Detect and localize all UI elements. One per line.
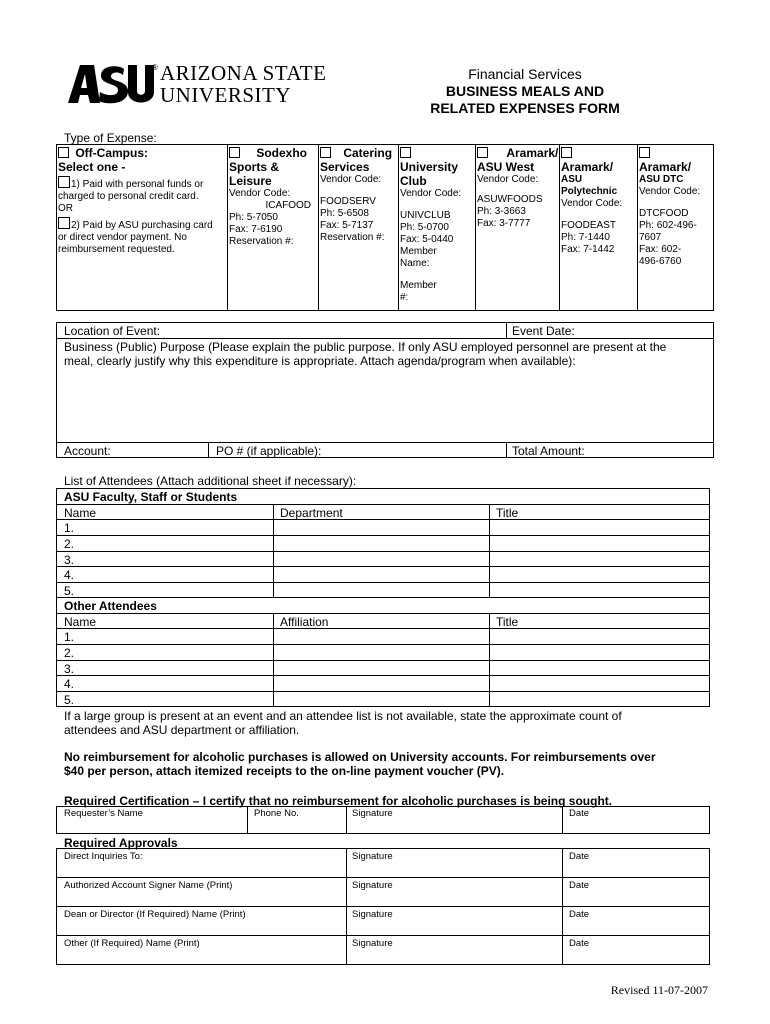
total-amount-label: Total Amount: [512,444,585,458]
large-group-note [64,709,714,737]
other-row-5: 5. [64,693,75,707]
approval-date-2[interactable]: Date [569,880,590,891]
aramark-poly-checkbox[interactable] [561,147,572,158]
university-club-option [400,146,474,304]
divider [56,338,714,339]
grid-row-line [56,566,710,567]
divider [637,144,638,311]
account-label: Account: [64,444,111,458]
grid-row-line [56,551,710,552]
club-vendor-code: UNIVCLUB [400,210,451,221]
west-vendor-code: ASUWFOODS [477,194,543,205]
catering-vendor-label: Vendor Code: [320,174,382,185]
university-line-1: ARIZONA STATE [160,61,327,85]
grid-row-line [56,504,710,505]
approval-date-4[interactable]: Date [569,938,590,949]
grid-col-line [273,613,274,707]
divider [559,144,560,311]
catering-fax: Fax: 5-7137 [320,220,374,231]
grid-row-line [56,691,710,692]
large-group-line2: attendees and ASU department or affiliation. [64,723,300,737]
revision-date: Revised 11-07-2007 [610,983,708,997]
grid-col-line [489,613,490,707]
purpose-line1: Business (Public) Purpose (Please explain the public purpose. If only ASU employed personnel are present at the [64,340,667,354]
department-name: Financial Services [468,66,582,82]
other-row-2: 2. [64,646,75,660]
divider [227,144,228,311]
aramark-dtc-option [639,146,713,268]
aramark-dtc-checkbox[interactable] [639,147,650,158]
approvals-heading: Required Approvals [64,836,178,850]
catering-checkbox[interactable] [320,147,331,158]
club-member-name2: Name: [400,258,430,269]
poly-vendor-code: FOODEAST [561,220,617,231]
west-name1: Aramark/ [506,146,559,160]
divider [247,806,248,834]
opt2-line2: or direct vendor payment. No [58,232,187,243]
opt2-line1: 2) Paid by ASU purchasing card [71,220,213,231]
type-of-expense-label: Type of Expense: [64,131,157,145]
grid-row-line [56,628,710,629]
dtc-fax1: Fax: 602- [639,244,682,255]
aramark-west-option [477,146,559,230]
dtc-fax2: 496-6760 [639,256,682,267]
approval-signature-4[interactable]: Signature [352,938,393,949]
divider [56,906,710,907]
university-name [160,62,326,106]
club-member-no1: Member [400,280,437,291]
grid-col-line [489,504,490,597]
west-vendor-label: Vendor Code: [477,174,539,185]
club-member-name1: Member [400,246,437,257]
dtc-phone2: 7607 [639,232,662,243]
divider [56,442,714,443]
grid-row-line [56,519,710,520]
sodexho-option [229,146,317,248]
grid-col-line [273,504,274,597]
form-title-line-1: BUSINESS MEALS AND [445,83,605,99]
sodexho-checkbox[interactable] [229,147,240,158]
divider [562,848,563,965]
alcohol-note [64,750,714,778]
other-row-1: 1. [64,630,75,644]
or-label: OR [58,203,73,214]
poly-vendor-label: Vendor Code: [561,198,623,209]
sodexho-name3: Leisure [229,174,272,188]
grid-row-line [56,660,710,661]
catering-option [320,146,397,244]
opt1-line1: 1) Paid with personal funds or [71,179,204,190]
direct-inquiries-field[interactable]: Direct Inquiries To: [64,851,143,862]
other-row-3: 3. [64,662,75,676]
offcampus-select-label: Select one - [58,160,126,174]
divider [56,877,710,878]
approval-signature-3[interactable]: Signature [352,909,393,920]
dean-director-field[interactable]: Dean or Director (If Required) Name (Print) [64,909,246,920]
purchasing-card-checkbox[interactable] [58,217,70,229]
registered-mark: ® [152,63,158,72]
club-fax: Fax: 5-0440 [400,234,454,245]
offcampus-title: Off-Campus: [75,146,149,160]
sodexho-vendor-code: ICAFOOD [265,200,311,211]
divider [506,322,507,338]
club-name1: University [400,160,459,174]
asu-row-2: 2. [64,537,75,551]
divider [346,848,347,965]
purpose-field[interactable] [64,340,709,368]
offcampus-checkbox[interactable] [58,147,69,158]
sodexho-vendor-label: Vendor Code: [229,188,291,199]
divider [398,144,399,311]
requester-date-field[interactable]: Date [569,808,590,819]
form-title-line-2: RELATED EXPENSES FORM [430,100,620,116]
asu-col-name: Name [64,506,97,520]
opt2-line3: reimbursement requested. [58,244,175,255]
dtc-phone1: Ph: 602-496- [639,220,697,231]
west-name2: ASU West [477,160,535,174]
aramark-west-checkbox[interactable] [477,147,488,158]
dtc-name2: ASU DTC [639,174,684,185]
divider [506,442,507,458]
sodexho-name1: Sodexho [256,146,308,160]
asu-row-3: 3. [64,553,75,567]
sodexho-phone: Ph: 5-7050 [229,212,278,223]
dtc-name1: Aramark/ [639,160,692,174]
other-col-title: Title [496,615,519,629]
divider [562,806,563,834]
catering-reservation: Reservation #: [320,232,385,243]
alcohol-line2: $40 per person, attach itemized receipts to the on-line payment voucher (PV). [64,764,505,778]
club-vendor-label: Vendor Code: [400,188,462,199]
location-label: Location of Event: [64,324,161,338]
aramark-poly-option [561,146,636,256]
purpose-line2: meal, clearly justify why this expenditure is appropriate. Attach agenda/program when available): [64,354,576,368]
grid-row-line [56,613,710,614]
grid-row-line [56,644,710,645]
catering-name2: Services [320,160,370,174]
poly-name3: Polytechnic [561,186,618,197]
club-phone: Ph: 5-0700 [400,222,449,233]
approval-date-1[interactable]: Date [569,851,590,862]
dtc-vendor-label: Vendor Code: [639,186,701,197]
divider [475,144,476,311]
opt1-line2: charged to personal credit card. [58,191,199,202]
grid-row-line [56,535,710,536]
approval-signature-1[interactable]: Signature [352,851,393,862]
requester-signature-field[interactable]: Signature [352,808,393,819]
catering-phone: Ph: 5-6508 [320,208,369,219]
requester-name-field[interactable]: Requester’s Name [64,808,143,819]
divider [318,144,319,311]
event-date-label: Event Date: [512,324,575,338]
certification-statement: Required Certification – I certify that no reimbursement for alcoholic purchases is being sought. [64,794,613,808]
personal-funds-checkbox[interactable] [58,176,70,188]
asu-col-department: Department [280,506,343,520]
po-label: PO # (if applicable): [216,444,322,458]
other-row-4: 4. [64,677,75,691]
poly-fax: Fax: 7-1442 [561,244,615,255]
large-group-line1: If a large group is present at an event and an attendee list is not available, state the approximate count of [64,709,622,723]
poly-name1: Aramark/ [561,160,614,174]
asu-row-5: 5. [64,584,75,598]
sodexho-fax: Fax: 7-6190 [229,224,283,235]
divider [208,442,209,458]
poly-name2: ASU [561,174,583,185]
grid-row-line [56,597,710,598]
asu-row-4: 4. [64,568,75,582]
west-fax: Fax: 3-7777 [477,218,531,229]
university-line-2: UNIVERSITY [160,83,291,107]
sodexho-name2: Sports & [229,160,280,174]
catering-vendor-code: FOODSERV [320,196,376,207]
grid-row-line [56,675,710,676]
asu-col-title: Title [496,506,519,520]
divider [346,806,347,834]
other-approver-field[interactable]: Other (If Required) Name (Print) [64,938,200,949]
university-club-checkbox[interactable] [400,147,411,158]
other-attendees-heading: Other Attendees [64,599,157,613]
approval-date-3[interactable]: Date [569,909,590,920]
west-phone: Ph: 3-3663 [477,206,526,217]
account-signer-field[interactable]: Authorized Account Signer Name (Print) [64,880,233,891]
alcohol-line1: No reimbursement for alcoholic purchases is allowed on University accounts. For reimbursements over [64,750,656,764]
grid-row-line [56,582,710,583]
form-title [400,83,650,117]
attendees-label: List of Attendees (Attach additional sheet if necessary): [64,474,357,488]
approval-signature-2[interactable]: Signature [352,880,393,891]
catering-name1: Catering [343,146,393,160]
asu-row-1: 1. [64,521,75,535]
club-member-no2: #: [400,292,409,303]
poly-phone: Ph: 7-1440 [561,232,610,243]
offcampus-option [58,146,226,256]
other-col-name: Name [64,615,97,629]
phone-field[interactable]: Phone No. [254,808,299,819]
divider [56,935,710,936]
dtc-vendor-code: DTCFOOD [639,208,689,219]
other-col-affiliation: Affiliation [280,615,329,629]
asu-logo [66,63,156,105]
sodexho-reservation: Reservation #: [229,236,294,247]
asu-attendees-heading: ASU Faculty, Staff or Students [64,490,238,504]
club-name2: Club [400,174,427,188]
